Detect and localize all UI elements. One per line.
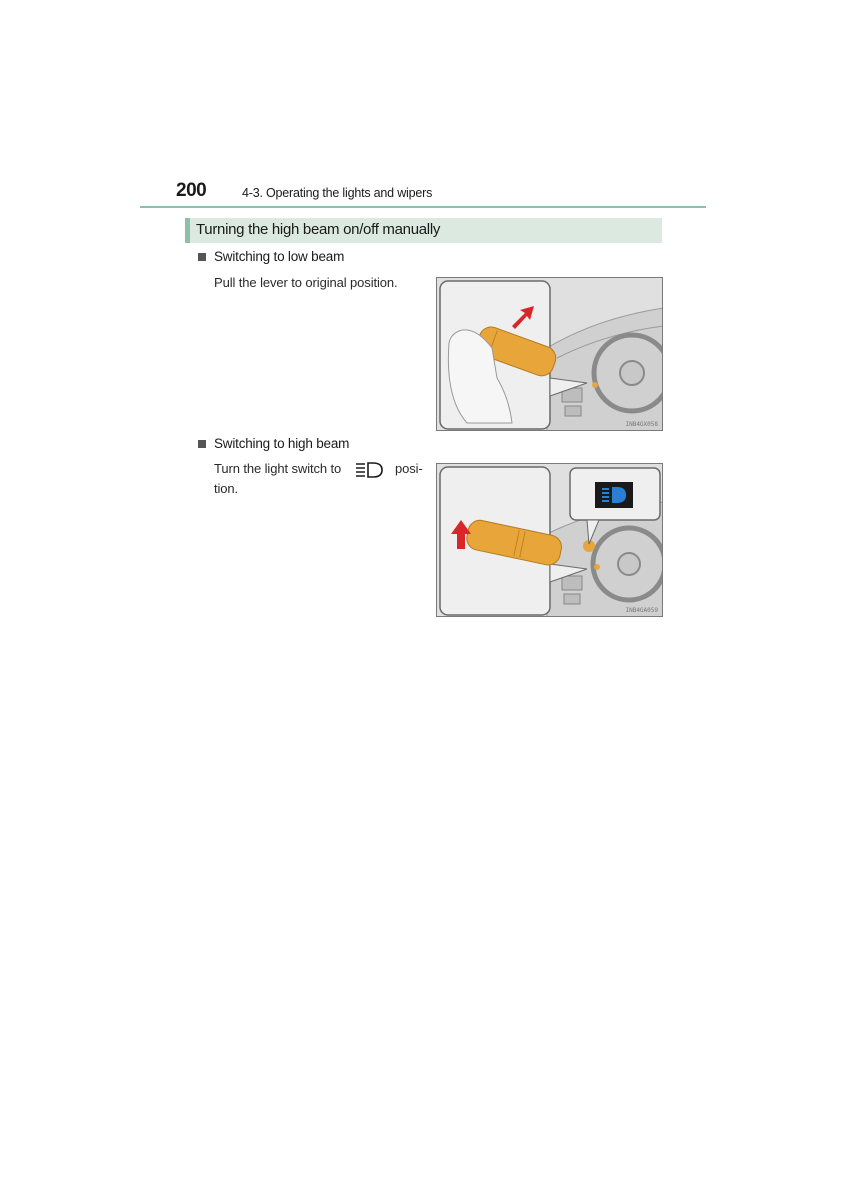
subheading-low-beam: Switching to low beam — [214, 249, 345, 264]
bullet-square-icon — [198, 253, 206, 261]
high-beam-icon — [354, 461, 384, 479]
header-divider — [140, 206, 706, 208]
figure-low-beam — [436, 277, 663, 431]
figure-high-beam — [436, 463, 663, 617]
section-title: 4-3. Operating the lights and wipers — [242, 186, 433, 200]
instruction-high-beam-line2: tion. — [214, 481, 239, 496]
bullet-square-icon — [198, 440, 206, 448]
instruction-high-beam-part2: posi- — [395, 461, 423, 476]
high-beam-illustration — [437, 464, 663, 617]
instruction-high-beam-part1: Turn the light switch to — [214, 461, 342, 476]
low-beam-illustration — [437, 278, 663, 431]
section-heading: Turning the high beam on/off manually — [196, 221, 441, 238]
figure-code: INB4GA059 — [625, 607, 658, 614]
page-number: 200 — [176, 180, 207, 201]
figure-code: INB4GX058 — [625, 421, 658, 428]
subheading-high-beam: Switching to high beam — [214, 436, 350, 451]
instruction-low-beam: Pull the lever to original position. — [214, 275, 398, 290]
